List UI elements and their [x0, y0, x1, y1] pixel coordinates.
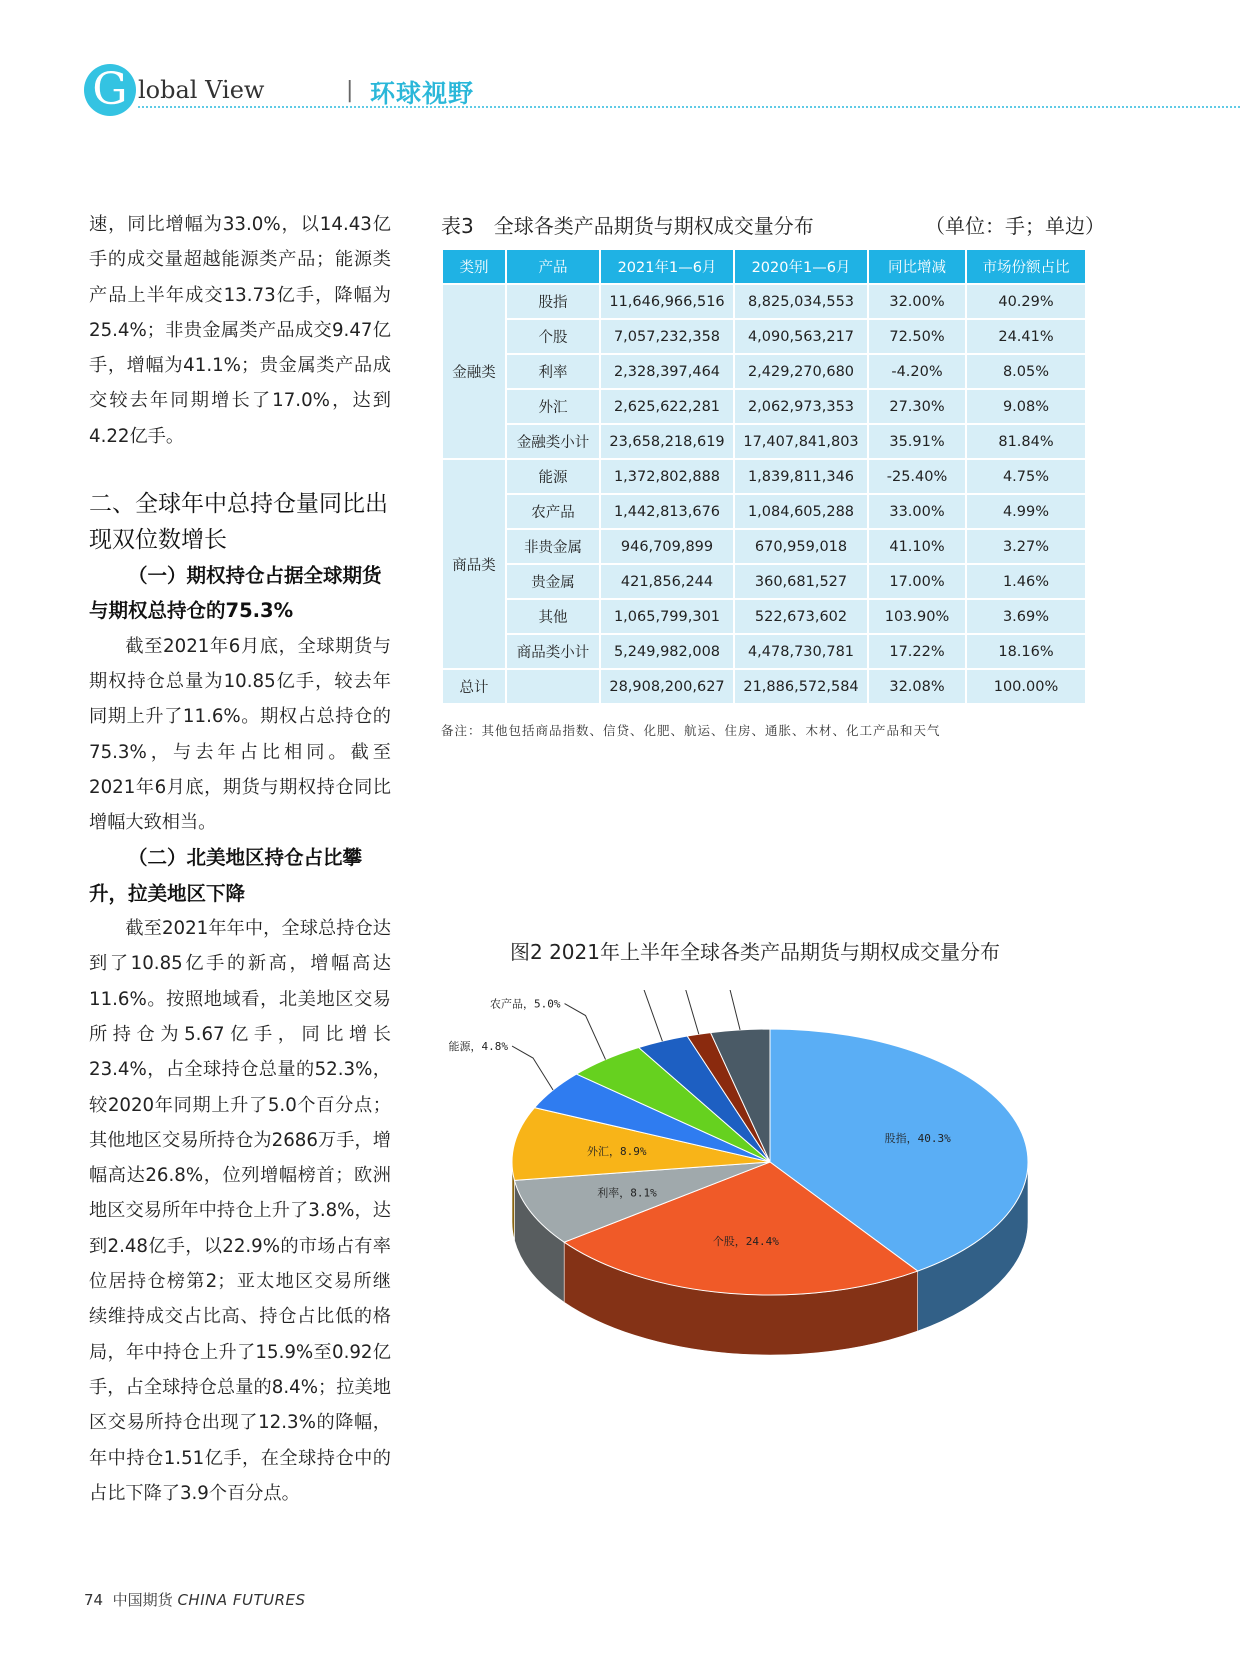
group-label-financial: 金融类	[442, 284, 506, 459]
table-cell: 100.00%	[966, 669, 1086, 704]
table-cell: 4.75%	[966, 459, 1086, 494]
pie-data-label: 农产品，5.0%	[490, 997, 561, 1011]
col-header-share: 市场份额占比	[966, 249, 1086, 284]
table-cell: 5,249,982,008	[600, 634, 734, 669]
pie-leader-line	[565, 1004, 606, 1060]
table-note: 备注：其他包括商品指数、信贷、化肥、航运、住房、通胀、木材、化工产品和天气	[441, 723, 941, 738]
table-cell: 32.00%	[868, 284, 966, 319]
table-cell: 946,709,899	[600, 529, 734, 564]
table-cell: 18.16%	[966, 634, 1086, 669]
figure-title: 图2 2021年上半年全球各类产品期货与期权成交量分布	[510, 940, 1000, 964]
table-row	[442, 389, 1086, 424]
article-left-column	[89, 207, 391, 1511]
table-cell: 3.69%	[966, 599, 1086, 634]
table-row	[442, 459, 1086, 494]
pie-leader-line	[512, 1046, 553, 1090]
table-cell: 2,062,973,353	[734, 389, 868, 424]
table-cell: 能源	[506, 459, 600, 494]
table-row	[442, 529, 1086, 564]
table-cell: 35.91%	[868, 424, 966, 459]
paragraph-3: 截至2021年年中，全球总持仓达到了10.85亿手的新高，增幅高达11.6%。按照地域看，北美地区交易所持仓为5.67亿手，同比增长23.4%，占全球持仓总量的52.3%，较2020年同期上升了5.0个百分点；其他地区交易所持仓为2686万手，增幅高达26.8%，位列增幅榜首；欧洲地区交易所年中持仓上升了3.8%，达到2.48亿手，以22.9%的市场占有率位居持仓榜第2；亚太地区交易所继续维持成交占比高、持仓占比低的格局，年中持仓上升了15.9%至0.92亿手，占全球持仓总量的8.4%；拉美地区交易所持仓出现了12.3%的降幅，年中持仓1.51亿手，在全球持仓中的占比下降了3.9个百分点。	[89, 918, 391, 1504]
header-logo-letter: G	[84, 64, 136, 116]
section-heading-2: 二、全球年中总持仓量同比出现双位数增长	[89, 491, 388, 554]
page-number: 74	[84, 1591, 104, 1609]
table-cell: 2,429,270,680	[734, 354, 868, 389]
table-cell: 1,084,605,288	[734, 494, 868, 529]
table-cell: 贵金属	[506, 564, 600, 599]
pie-slices	[512, 1029, 1028, 1295]
table-cell: 17.00%	[868, 564, 966, 599]
col-header-yoy: 同比增减	[868, 249, 966, 284]
table-row	[442, 634, 1086, 669]
table-row	[442, 494, 1086, 529]
table-unit: （单位：手；单边）	[925, 214, 1105, 238]
table-row	[442, 424, 1086, 459]
table-cell: 17,407,841,803	[734, 424, 868, 459]
paragraph-1: 速，同比增幅为33.0%，以14.43亿手的成交量超越能源类产品；能源类产品上半年成交13.73亿手，降幅为25.4%；非贵金属类产品成交9.47亿手，增幅为41.1%；贵金属类产品成交较去年同期增长了17.0%，达到4.22亿手。	[89, 214, 391, 447]
table-cell: 股指	[506, 284, 600, 319]
pie-data-label: 利率，8.1%	[597, 1186, 657, 1200]
table-cell: 28,908,200,627	[600, 669, 734, 704]
journal-name-cn: 中国期货	[112, 1591, 173, 1609]
table-cell: 9.08%	[966, 389, 1086, 424]
table-cell: 4.99%	[966, 494, 1086, 529]
table-cell: 8.05%	[966, 354, 1086, 389]
table-caption: 表3 全球各类产品期货与期权成交量分布	[441, 214, 814, 238]
table-cell: 8,825,034,553	[734, 284, 868, 319]
pie-chart	[440, 990, 1080, 1430]
header-dotted-rule	[138, 106, 1240, 108]
table-cell: 32.08%	[868, 669, 966, 704]
table-total-row	[442, 669, 1086, 704]
table-cell: 7,057,232,358	[600, 319, 734, 354]
table-cell: 81.84%	[966, 424, 1086, 459]
pie-data-label: 股指，40.3%	[884, 1132, 951, 1146]
table-row	[442, 564, 1086, 599]
table-cell: -4.20%	[868, 354, 966, 389]
table-row	[442, 284, 1086, 319]
table-row	[442, 354, 1086, 389]
pie-leader-line	[699, 990, 740, 1030]
pie-leader-line	[658, 990, 699, 1034]
table-cell: 103.90%	[868, 599, 966, 634]
table-cell: 3.27%	[966, 529, 1086, 564]
table-cell: 农产品	[506, 494, 600, 529]
table-cell: 24.41%	[966, 319, 1086, 354]
table-cell: 2,328,397,464	[600, 354, 734, 389]
page-header	[84, 58, 1240, 118]
table-cell: 40.29%	[966, 284, 1086, 319]
col-header-product: 产品	[506, 249, 600, 284]
table-cell: 1,839,811,346	[734, 459, 868, 494]
pie-data-label: 能源，4.8%	[448, 1040, 509, 1054]
volume-table	[441, 248, 1087, 705]
table-cell: -25.40%	[868, 459, 966, 494]
table-cell: 1,442,813,676	[600, 494, 734, 529]
table-cell: 利率	[506, 354, 600, 389]
journal-name-en: CHINA FUTURES	[177, 1591, 306, 1609]
pie-leader-line	[621, 990, 662, 1041]
table-row	[442, 319, 1086, 354]
pie-data-label: 外汇，8.9%	[586, 1144, 647, 1158]
table-cell: 360,681,527	[734, 564, 868, 599]
table-cell: 金融类小计	[506, 424, 600, 459]
subheading-1: （一）期权持仓占据全球期货与期权总持仓的75.3%	[89, 564, 382, 623]
table-cell: 2,625,622,281	[600, 389, 734, 424]
header-separator: |	[346, 78, 354, 103]
table-cell: 23,658,218,619	[600, 424, 734, 459]
table-cell: 41.10%	[868, 529, 966, 564]
table-cell: 522,673,602	[734, 599, 868, 634]
table-cell: 17.22%	[868, 634, 966, 669]
page-footer	[84, 1589, 306, 1610]
table-cell: 1.46%	[966, 564, 1086, 599]
table-row	[442, 599, 1086, 634]
table-cell: 670,959,018	[734, 529, 868, 564]
header-title-en: lobal View	[138, 76, 265, 104]
table-cell	[506, 669, 600, 704]
paragraph-2: 截至2021年6月底，全球期货与期权持仓总量为10.85亿手，较去年同期上升了11.6%。期权占总持仓的75.3%，与去年占比相同。截至2021年6月底，期货与期权持仓同比增幅大致相当。	[89, 635, 391, 834]
col-header-2020: 2020年1—6月	[734, 249, 868, 284]
table-cell: 4,478,730,781	[734, 634, 868, 669]
pie-data-label: 个股，24.4%	[712, 1234, 779, 1248]
subheading-2: （二）北美地区持仓占比攀升，拉美地区下降	[89, 846, 363, 905]
table-cell: 27.30%	[868, 389, 966, 424]
col-header-2021: 2021年1—6月	[600, 249, 734, 284]
header-title-cn: 环球视野	[370, 79, 475, 108]
table-cell: 总计	[442, 669, 506, 704]
table-cell: 421,856,244	[600, 564, 734, 599]
table-header-row	[442, 249, 1086, 284]
table-cell: 非贵金属	[506, 529, 600, 564]
table-cell: 1,065,799,301	[600, 599, 734, 634]
col-header-category: 类别	[442, 249, 506, 284]
table-cell: 商品类小计	[506, 634, 600, 669]
group-label-commodity: 商品类	[442, 459, 506, 669]
table-cell: 33.00%	[868, 494, 966, 529]
table-cell: 4,090,563,217	[734, 319, 868, 354]
table-cell: 21,886,572,584	[734, 669, 868, 704]
table-cell: 其他	[506, 599, 600, 634]
table-cell: 1,372,802,888	[600, 459, 734, 494]
table-cell: 72.50%	[868, 319, 966, 354]
table-cell: 外汇	[506, 389, 600, 424]
table-cell: 11,646,966,516	[600, 284, 734, 319]
table-cell: 个股	[506, 319, 600, 354]
